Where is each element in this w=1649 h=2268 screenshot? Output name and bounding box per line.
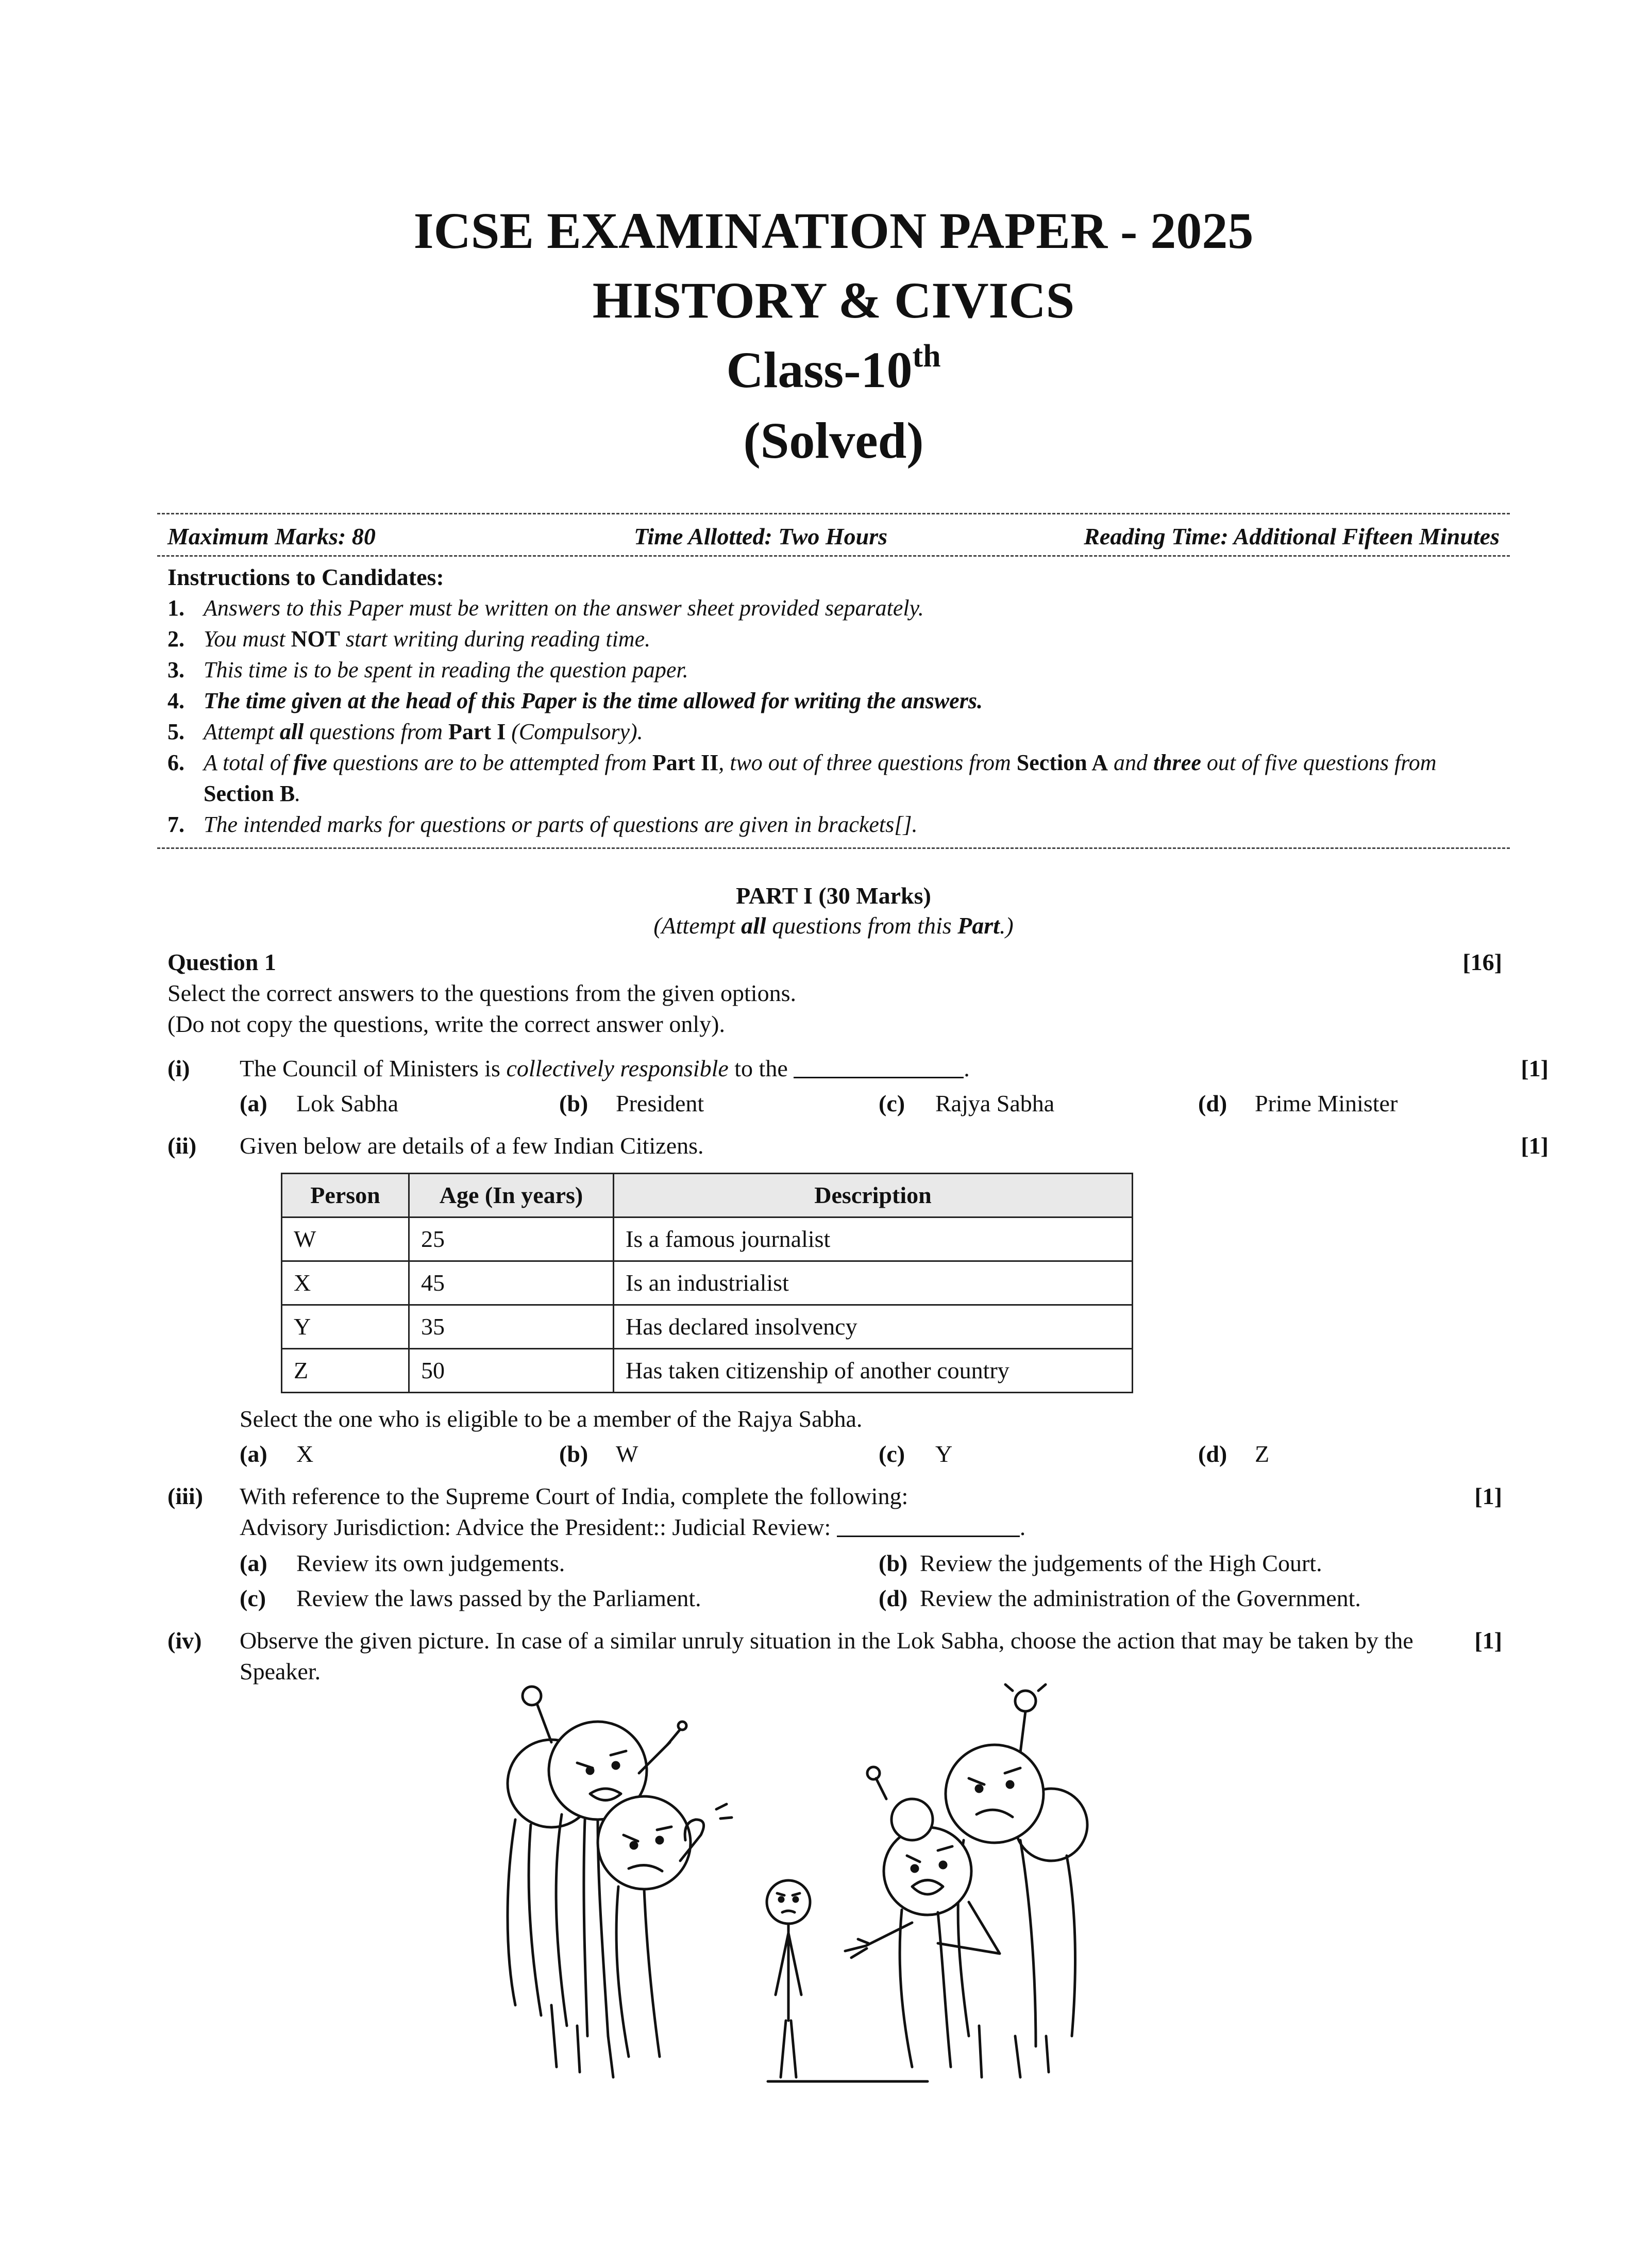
reading-time: Reading Time: Additional Fifteen Minutes [1084, 523, 1500, 549]
question-prompt: Select the one who is eligible to be a member of the Rajya Sabha. [240, 1406, 863, 1432]
table-header-row [282, 1174, 1133, 1218]
question-label: Question 1 [167, 949, 276, 975]
question-marks: [16] [1462, 949, 1502, 975]
class-title: Class-10th [726, 339, 941, 398]
question-marks: [1] [1474, 1627, 1502, 1654]
question-number: (iv) [167, 1627, 202, 1654]
table-row: Z 50 Has taken citizenship of another country [282, 1349, 1133, 1393]
question-number: (i) [167, 1055, 190, 1081]
right-crowd [845, 1685, 1087, 2077]
table-header: Person [282, 1174, 409, 1218]
max-marks: Maximum Marks: 80 [167, 523, 376, 549]
option: (d) Z [1198, 1441, 1270, 1467]
table-header: Description [614, 1174, 1133, 1218]
instruction-item: 2. You must NOT start writing during reading time. [167, 626, 651, 652]
question-marks: [1] [1474, 1483, 1502, 1509]
question-text: The Council of Ministers is collectively responsible to the . [240, 1055, 970, 1081]
instructions [157, 557, 1510, 847]
question-number: (ii) [167, 1132, 197, 1159]
option: (b) Review the judgements of the High Court. [879, 1550, 1322, 1576]
instruction-item: 3. This time is to be spent in reading the question paper. [167, 657, 688, 682]
option: (a) Review its own judgements. [240, 1550, 565, 1576]
table-row: X 45 Is an industrialist [282, 1261, 1133, 1305]
unruly-crowd-illustration [474, 1665, 1123, 2119]
part-heading [157, 881, 1510, 941]
table-header: Age (In years) [409, 1174, 614, 1218]
part-subtitle: (Attempt all questions from this Part.) [653, 912, 1014, 939]
options [240, 1439, 1518, 1470]
answer-blank [837, 1515, 1020, 1537]
question-number: (iii) [167, 1483, 203, 1509]
options [240, 1088, 1518, 1119]
question-text: Observe the given picture. In case of a similar unruly situation in the Lok Sabha, choose the action that may be taken by the Speaker. [240, 1627, 1414, 1685]
time-allotted: Time Allotted: Two Hours [634, 523, 888, 549]
exam-meta [157, 514, 1510, 555]
option: (b) W [559, 1441, 638, 1467]
instruction-item: 5. Attempt all questions from Part I (Compulsory). [167, 719, 643, 744]
citizens-table [281, 1173, 1133, 1393]
instruction-item: 6. A total of five questions are to be attempted from Part II, two out of three questions from Section A and three out of five questions from Section B. [167, 750, 1437, 806]
question-text: Given below are details of a few Indian Citizens. [240, 1132, 704, 1159]
answer-blank [794, 1056, 964, 1078]
subject-title: HISTORY & CIVICS [592, 272, 1075, 329]
part-title: PART I (30 Marks) [736, 882, 931, 909]
instruction-item: 1. Answers to this Paper must be written on the answer sheet provided separately. [167, 595, 924, 621]
table-row: Y 35 Has declared insolvency [282, 1305, 1133, 1349]
instruction-item: 4. The time given at the head of this Paper is the time allowed for writing the answers. [167, 688, 983, 713]
option: (c) Rajya Sabha [879, 1090, 1055, 1116]
table-row: W 25 Is a famous journalist [282, 1218, 1133, 1261]
paper-title: ICSE EXAMINATION PAPER - 2025 [413, 202, 1254, 259]
question-intro: Select the correct answers to the questions from the given options. (Do not copy the questions, write the correct answer only). [167, 980, 796, 1037]
title-block [157, 196, 1510, 477]
left-crowd [508, 1687, 732, 2077]
divider [157, 847, 1510, 849]
question-item-ii [157, 1130, 1549, 1470]
option: (b) President [559, 1090, 704, 1116]
option: (d) Review the administration of the Government. [879, 1585, 1361, 1611]
solved-label: (Solved) [743, 412, 924, 469]
question-text: With reference to the Supreme Court of India, complete the following: [240, 1483, 908, 1509]
question-marks: [1] [1521, 1055, 1549, 1081]
option: (c) Y [879, 1441, 953, 1467]
option: (a) Lok Sabha [240, 1090, 399, 1116]
exam-page [157, 0, 1549, 1687]
instruction-item: 7. The intended marks for questions or parts of questions are given in brackets[]. [167, 812, 918, 837]
question-marks: [1] [1521, 1132, 1549, 1159]
options [240, 1548, 1471, 1614]
question-item-iii [157, 1481, 1510, 1614]
instructions-title: Instructions to Candidates: [167, 564, 444, 590]
stick-figure [767, 1880, 928, 2081]
option: (a) X [240, 1441, 314, 1467]
question-text: Advisory Jurisdiction: Advice the President:: Judicial Review: . [240, 1514, 1026, 1540]
question-item-i [157, 1053, 1549, 1119]
option: (d) Prime Minister [1198, 1090, 1398, 1116]
option: (c) Review the laws passed by the Parliament. [240, 1585, 701, 1611]
question-heading [157, 947, 1510, 978]
